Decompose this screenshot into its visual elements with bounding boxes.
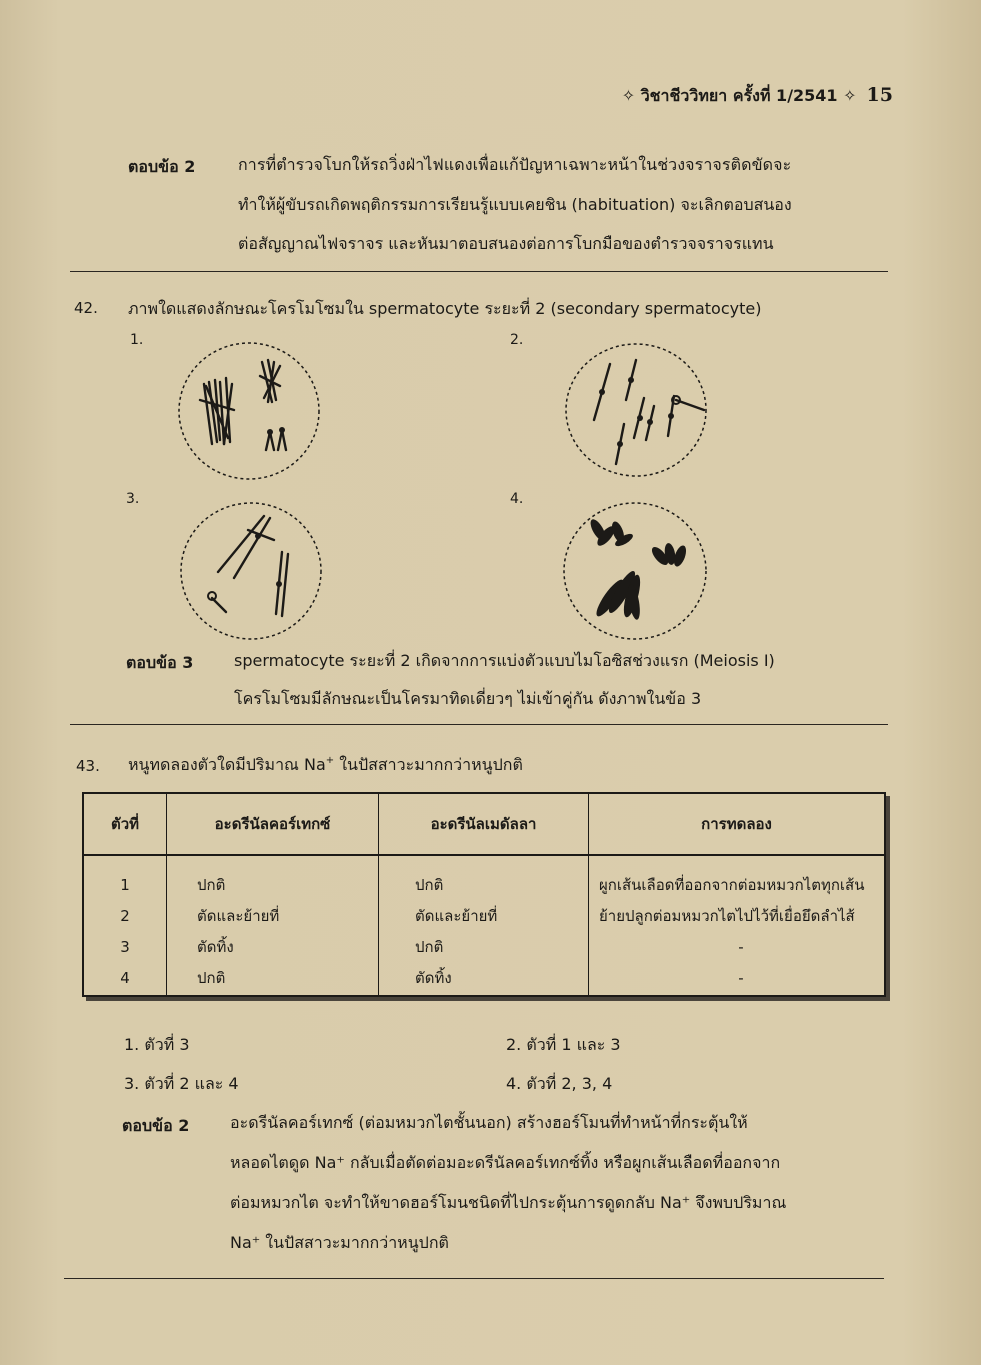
option-2-label: 2.	[510, 332, 524, 348]
choice-2: 2. ตัวที่ 1 และ 3	[506, 1035, 621, 1054]
answer-41-line-1: การที่ตำรวจโบกให้รถวิ่งฝ่าไฟแดงเพื่อแก้ปัญหาเฉพาะหน้าในช่วงจราจรติดขัดจะ	[238, 155, 792, 174]
cell-diagram-4	[562, 500, 710, 642]
table-row	[83, 855, 885, 996]
medulla-value: ตัดและย้ายที่	[415, 907, 498, 925]
experiment-value: -	[738, 969, 744, 987]
cell-diagram-3	[178, 500, 324, 642]
cortex-value: ปกติ	[197, 876, 226, 894]
table-header-row	[83, 793, 885, 855]
experiment-value: -	[738, 938, 744, 956]
divider	[64, 1278, 884, 1279]
answer-43-line-3: ต่อมหมวกไต จะทำให้ขาดฮอร์โมนชนิดที่ไปกระตุ้นการดูดกลับ Na⁺ จึงพบปริมาณ	[230, 1193, 787, 1212]
cell-diagram-1	[176, 340, 322, 482]
experiment-value: ย้ายปลูกต่อมหมวกไตไปไว้ที่เยื่อยึดลำไส้	[599, 907, 855, 925]
row-number: 3	[120, 938, 130, 956]
choice-1: 1. ตัวที่ 3	[124, 1035, 190, 1054]
option-4-label: 4.	[510, 491, 524, 507]
column-header: อะดรีนัลคอร์เทกซ์	[167, 793, 379, 855]
table-cell	[379, 855, 589, 996]
table-cell	[589, 855, 886, 996]
row-number: 1	[120, 876, 130, 894]
question-43-text-part: หนูทดลองตัวใดมีปริมาณ Na	[128, 755, 326, 774]
header-title: ✧ วิชาชีววิทยา ครั้งที่ 1/2541 ✧	[621, 86, 857, 105]
column-header: ตัวที่	[83, 793, 167, 855]
row-number: 4	[120, 969, 130, 987]
answer-41-line-3: ต่อสัญญาณไฟจราจร และหันมาตอบสนองต่อการโบกมือของตำรวจจราจรแทน	[238, 234, 774, 253]
question-42-number: 42.	[74, 299, 98, 317]
page-number: 15	[866, 84, 893, 106]
option-1-label: 1.	[130, 332, 144, 348]
answer-42-line-2: โครโมโซมมีลักษณะเป็นโครมาทิดเดี่ยวๆ ไม่เข้าคู่กัน ดังภาพในข้อ 3	[234, 689, 702, 708]
cortex-value: ตัดทิ้ง	[197, 938, 234, 956]
cell-diagram-2	[564, 340, 714, 480]
table-cell	[83, 855, 167, 996]
answer-43-label: ตอบข้อ 2	[122, 1116, 190, 1135]
experiment-table	[82, 792, 886, 997]
divider	[70, 724, 888, 725]
answer-42-label: ตอบข้อ 3	[126, 653, 194, 672]
cortex-value: ปกติ	[197, 969, 226, 987]
question-42-text: ภาพใดแสดงลักษณะโครโมโซมใน spermatocyte ระยะที่ 2 (secondary spermatocyte)	[128, 299, 762, 318]
medulla-value: ตัดทิ้ง	[415, 969, 452, 987]
cortex-value: ตัดและย้ายที่	[197, 907, 280, 925]
choice-3: 3. ตัวที่ 2 และ 4	[124, 1074, 239, 1093]
question-43-text-part: ในปัสสาวะมากกว่าหนูปกติ	[334, 755, 523, 774]
answer-41-line-2: ทำให้ผู้ขับรถเกิดพฤติกรรมการเรียนรู้แบบเคยชิน (habituation) จะเลิกตอบสนอง	[238, 195, 792, 214]
question-43-text	[128, 753, 523, 778]
question-43-number: 43.	[76, 757, 100, 775]
divider	[70, 271, 888, 272]
table-cell	[167, 855, 379, 996]
choice-4: 4. ตัวที่ 2, 3, 4	[506, 1074, 613, 1093]
experiment-value: ผูกเส้นเลือดที่ออกจากต่อมหมวกไตทุกเส้น	[599, 876, 865, 894]
column-header: อะดรีนัลเมดัลลา	[379, 793, 589, 855]
column-header: การทดลอง	[589, 793, 886, 855]
answer-43-line-2: หลอดไตดูด Na⁺ กลับเมื่อตัดต่อมอะดรีนัลคอร์เทกซ์ทิ้ง หรือผูกเส้นเลือดที่ออกจาก	[230, 1153, 781, 1172]
answer-43-line-4: Na⁺ ในปัสสาวะมากกว่าหนูปกติ	[230, 1233, 449, 1252]
medulla-value: ปกติ	[415, 938, 444, 956]
row-number: 2	[120, 907, 130, 925]
answer-43-line-1: อะดรีนัลคอร์เทกซ์ (ต่อมหมวกไตชั้นนอก) สร้างฮอร์โมนที่ทำหน้าที่กระตุ้นให้	[230, 1113, 748, 1132]
page-header	[622, 84, 893, 109]
answer-42-line-1: spermatocyte ระยะที่ 2 เกิดจากการแบ่งตัวแบบไมโอซิสช่วงแรก (Meiosis I)	[234, 651, 775, 670]
superscript: +	[325, 755, 335, 766]
answer-41-label: ตอบข้อ 2	[128, 157, 196, 176]
option-3-label: 3.	[126, 491, 140, 507]
medulla-value: ปกติ	[415, 876, 444, 894]
